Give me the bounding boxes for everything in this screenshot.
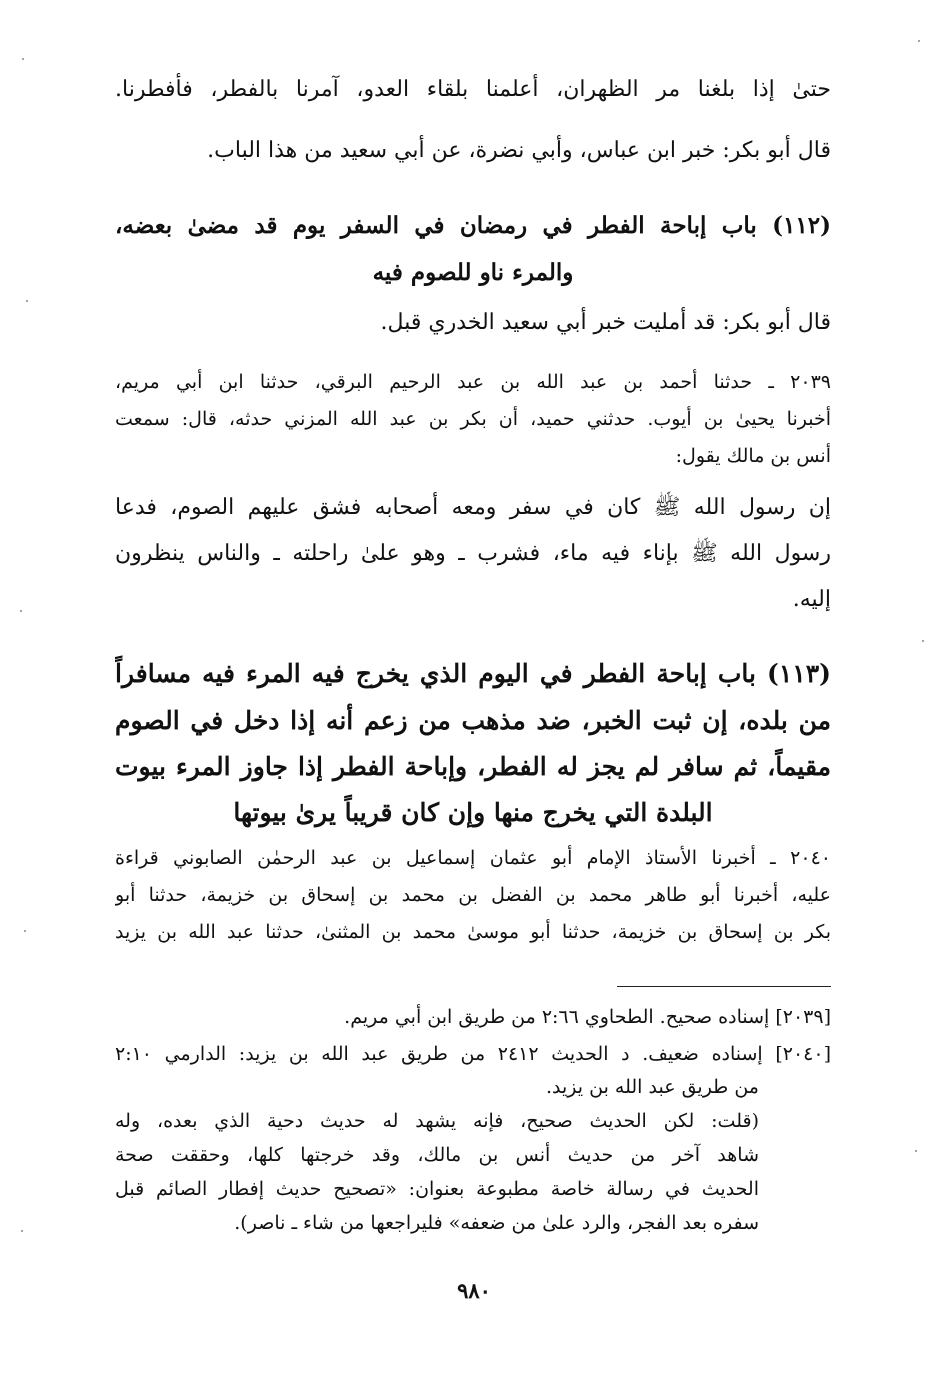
- hadith-2039-isnad: أخبرنا يحيىٰ بن أيوب. حدثني حميد، أن بكر بن عبد الله المزني حدثه، قال: سمعت: [115, 408, 831, 430]
- footnote-2040-note: سفره بعد الفجر، والرد علىٰ من ضعفه» فليراجعها من شاء ـ ناصر).: [234, 1212, 759, 1234]
- footnote-2040: [٢٠٤٠] إسناده ضعيف. د الحديث ٢٤١٢ من طريق عبد الله بن يزيد: الدارمي ٢:١٠: [115, 1043, 831, 1065]
- hadith-2039-text: إن رسول الله ﷺ كان في سفر ومعه أصحابه فشق عليهم الصوم، فدعا: [115, 495, 831, 520]
- footnote-separator: [617, 986, 831, 987]
- hadith-2039-text: إليه.: [792, 587, 831, 612]
- chapter-heading-112: والمرء ناو للصوم فيه: [372, 259, 574, 286]
- scan-speck: [22, 58, 24, 60]
- text-line: قال أبو بكر: قد أمليت خبر أبي سعيد الخدري قبل.: [380, 310, 831, 335]
- footnote-2040-note: الحديث في رسالة خاصة مطبوعة بعنوان: «تصحيح حديث إفطار الصائم قبل: [115, 1178, 759, 1200]
- hadith-2040-isnad: ٢٠٤٠ ـ أخبرنا الأستاذ الإمام أبو عثمان إسماعيل بن عبد الرحمٰن الصابوني قراءة: [115, 847, 831, 869]
- chapter-heading-113: من بلده، إن ثبت الخبر، ضد مذهب من زعم أنه إذا دخل في الصوم: [115, 706, 831, 735]
- chapter-heading-112: (١١٢) باب إباحة الفطر في رمضان في السفر يوم قد مضىٰ بعضه،: [115, 212, 831, 239]
- footnote-2039: [٢٠٣٩] إسناده صحيح. الطحاوي ٢:٦٦ من طريق ابن أبي مريم.: [344, 1006, 831, 1028]
- scan-speck: [20, 610, 22, 612]
- chapter-heading-113: البلدة التي يخرج منها وإن كان قريباً يرىٰ بيوتها: [233, 798, 713, 827]
- footnote-2040: من طريق عبد الله بن يزيد.: [546, 1076, 759, 1098]
- hadith-2039-isnad: أنس بن مالك يقول:: [675, 445, 831, 467]
- scan-speck: [922, 640, 924, 642]
- hadith-2040-isnad: بكر بن إسحاق بن خزيمة، حدثنا أبو موسىٰ محمد بن المثنىٰ، حدثنا عبد الله بن يزيد: [115, 921, 831, 943]
- scan-speck: [26, 300, 28, 302]
- chapter-heading-113: مقيماً، ثم سافر لم يجز له الفطر، وإباحة الفطر إذا جاوز المرء بيوت: [115, 752, 831, 781]
- footnote-2040-note: شاهد آخر من حديث أنس بن مالك، وقد خرجتها كلها، وحققت صحة: [115, 1144, 759, 1166]
- scan-speck: [915, 1150, 917, 1152]
- hadith-2040-isnad: عليه، أخبرنا أبو طاهر محمد بن الفضل بن محمد بن إسحاق بن خزيمة، حدثنا أبو: [115, 884, 831, 906]
- scan-speck: [24, 930, 26, 932]
- footnote-2040-note: (قلت: لكن الحديث صحيح، فإنه يشهد له حديث دحية الذي بعده، وله: [115, 1110, 759, 1132]
- chapter-heading-113: (١١٣) باب إباحة الفطر في اليوم الذي يخرج فيه المرء فيه مسافراً: [115, 659, 831, 688]
- page-number: ٩٨٠: [457, 1278, 491, 1303]
- text-line: حتىٰ إذا بلغنا مر الظهران، أعلمنا بلقاء العدو، آمرنا بالفطر، فأفطرنا.: [115, 77, 831, 102]
- scan-speck: [21, 1230, 23, 1232]
- text-line: قال أبو بكر: خبر ابن عباس، وأبي نضرة، عن أبي سعيد من هذا الباب.: [207, 138, 831, 163]
- hadith-2039-isnad: ٢٠٣٩ ـ حدثنا أحمد بن عبد الله بن عبد الرحيم البرقي، حدثنا ابن أبي مريم،: [115, 371, 831, 393]
- scan-speck: [918, 40, 920, 42]
- hadith-2039-text: رسول الله ﷺ بإناء فيه ماء، فشرب ـ وهو علىٰ راحلته ـ والناس ينظرون: [115, 541, 831, 566]
